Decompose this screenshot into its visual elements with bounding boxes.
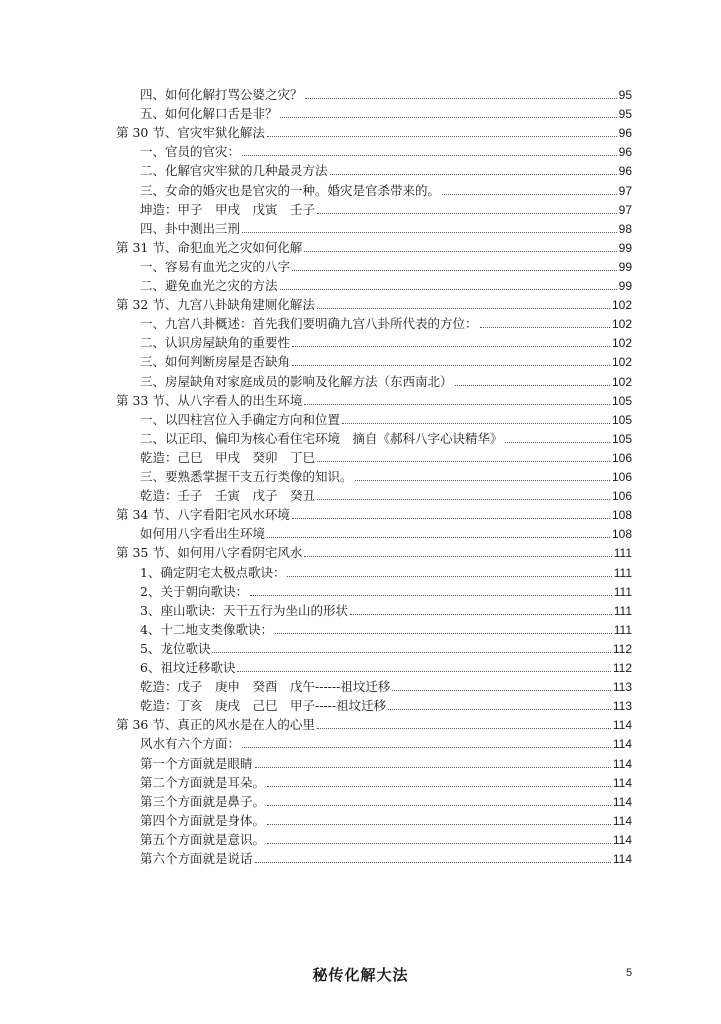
toc-dot-leader bbox=[342, 422, 610, 424]
toc-entry-title: 第 31 节、命犯血光之灾如何化解 bbox=[116, 239, 303, 255]
toc-entry-title: 第五个方面就是意识。 bbox=[140, 831, 266, 847]
toc-entry-title: 5、龙位歌诀 bbox=[140, 640, 211, 656]
toc-entry-page: 99 bbox=[618, 259, 632, 274]
toc-subentry[interactable] bbox=[140, 829, 632, 847]
toc-section-entry[interactable] bbox=[116, 390, 632, 408]
toc-entry-page: 111 bbox=[613, 565, 632, 580]
toc-entry-page: 95 bbox=[618, 107, 632, 122]
toc-entry-title: 第四个方面就是身体。 bbox=[140, 812, 266, 828]
toc-subentry[interactable] bbox=[140, 313, 632, 331]
toc-entry-page: 106 bbox=[611, 450, 632, 465]
toc-dot-leader bbox=[267, 842, 611, 844]
toc-subentry[interactable] bbox=[140, 581, 632, 599]
toc-dot-leader bbox=[250, 594, 612, 596]
toc-entry-title: 三、房屋缺角对家庭成员的影响及化解方法（东西南北） bbox=[140, 373, 453, 389]
toc-entry-title: 6、祖坟迁移歌诀 bbox=[140, 660, 236, 675]
toc-entry-page: 96 bbox=[618, 145, 632, 160]
toc-subentry[interactable] bbox=[140, 600, 632, 618]
toc-dot-leader bbox=[292, 517, 610, 519]
toc-dot-leader bbox=[317, 727, 611, 729]
toc-subentry[interactable] bbox=[140, 141, 632, 159]
toc-subentry[interactable] bbox=[140, 332, 632, 350]
toc-entry-title: 一、九宫八卦概述：首先我们要明确九宫八卦所代表的方位： bbox=[140, 316, 478, 332]
toc-entry-page: 111 bbox=[613, 546, 632, 561]
toc-subentry[interactable] bbox=[140, 371, 632, 389]
toc-subentry[interactable] bbox=[140, 466, 632, 484]
toc-entry-title: 如何用八字看出生环境 bbox=[140, 526, 266, 542]
toc-dot-leader bbox=[505, 441, 610, 443]
toc-entry-page: 97 bbox=[618, 202, 632, 217]
toc-entry-page: 112 bbox=[612, 641, 632, 656]
toc-subentry[interactable] bbox=[140, 638, 632, 656]
toc-dot-leader bbox=[212, 651, 610, 653]
toc-dot-leader bbox=[388, 708, 611, 710]
toc-subentry[interactable] bbox=[140, 103, 632, 121]
toc-entry-page: 114 bbox=[612, 718, 632, 733]
toc-dot-leader bbox=[442, 193, 617, 195]
toc-dot-leader bbox=[480, 326, 610, 328]
toc-entry-page: 95 bbox=[618, 88, 632, 102]
toc-dot-leader bbox=[317, 460, 610, 462]
toc-subentry[interactable] bbox=[140, 428, 632, 446]
toc-dot-leader bbox=[330, 173, 617, 175]
footer-book-title: 秘传化解大法 bbox=[312, 966, 409, 984]
toc-entry-title: 坤造：甲子 甲戌 戊寅 壬子 bbox=[140, 201, 316, 217]
toc-entry-title: 三、女命的婚灾也是官灾的一种。婚灾是官杀带来的。 bbox=[140, 182, 441, 198]
toc-entry-page: 114 bbox=[612, 852, 632, 866]
toc-entry-title: 第 30 节、官灾牢狱化解法 bbox=[116, 125, 265, 141]
toc-entry-page: 96 bbox=[618, 126, 632, 141]
toc-dot-leader bbox=[280, 116, 617, 118]
toc-entry-page: 102 bbox=[611, 298, 632, 313]
toc-entry-title: 4、十二地支类像歌诀： bbox=[140, 621, 273, 637]
toc-subentry[interactable] bbox=[140, 84, 632, 102]
toc-entry-page: 106 bbox=[611, 470, 632, 484]
toc-dot-leader bbox=[267, 135, 617, 137]
toc-dot-leader bbox=[292, 364, 610, 366]
toc-entry-page: 102 bbox=[611, 317, 632, 332]
toc-subentry[interactable] bbox=[140, 619, 632, 637]
toc-dot-leader bbox=[267, 536, 610, 538]
toc-section-entry[interactable] bbox=[116, 714, 632, 732]
toc-subentry[interactable] bbox=[140, 657, 632, 675]
toc-subentry[interactable] bbox=[140, 733, 632, 751]
toc-entry-title: 3、座山歌诀：天干五行为坐山的形状 bbox=[140, 602, 348, 618]
toc-entry-title: 乾造：壬子 壬寅 戊子 癸丑 bbox=[140, 488, 316, 504]
toc-entry-page: 114 bbox=[612, 756, 632, 771]
toc-section-entry[interactable] bbox=[116, 122, 632, 140]
toc-subentry[interactable] bbox=[140, 256, 632, 274]
toc-dot-leader bbox=[242, 154, 617, 156]
toc-entry-title: 第 35 节、如何用八字看阴宅风水 bbox=[116, 545, 303, 561]
toc-entry-page: 99 bbox=[618, 240, 632, 255]
toc-subentry[interactable] bbox=[140, 523, 632, 541]
toc-dot-leader bbox=[242, 231, 617, 233]
toc-section-entry[interactable] bbox=[116, 294, 632, 312]
toc-dot-leader bbox=[255, 766, 611, 768]
toc-entry-page: 113 bbox=[612, 680, 632, 695]
toc-entry-title: 二、化解官灾牢狱的几种最灵方法 bbox=[140, 163, 328, 179]
toc-subentry[interactable] bbox=[140, 485, 632, 503]
toc-subentry[interactable] bbox=[140, 351, 632, 369]
toc-entry-page: 98 bbox=[618, 221, 632, 236]
toc-entry-title: 乾造：己巳 甲戌 癸卯 丁巳 bbox=[140, 449, 316, 465]
toc-subentry[interactable] bbox=[140, 218, 632, 236]
toc-entry-title: 四、卦中测出三刑 bbox=[140, 220, 241, 236]
toc-dot-leader bbox=[280, 288, 617, 290]
toc-subentry[interactable] bbox=[140, 810, 632, 828]
toc-entry-title: 第二个方面就是耳朵。 bbox=[140, 774, 266, 790]
toc-dot-leader bbox=[317, 307, 610, 309]
toc-entry-title: 第 33 节、从八字看人的出生环境 bbox=[116, 392, 303, 408]
toc-entry-title: 1、确定阴宅太极点歌诀： bbox=[140, 564, 286, 580]
toc-entry-page: 102 bbox=[611, 336, 632, 351]
toc-section-entry[interactable] bbox=[116, 237, 632, 255]
toc-entry-page: 105 bbox=[611, 412, 632, 427]
toc-entry-page: 114 bbox=[612, 737, 632, 752]
toc-entry-title: 一、以四柱宫位入手确定方向和位置 bbox=[140, 411, 341, 427]
toc-dot-leader bbox=[267, 823, 611, 825]
toc-subentry[interactable] bbox=[140, 199, 632, 217]
toc-section-entry[interactable] bbox=[116, 542, 632, 560]
toc-dot-leader bbox=[304, 403, 610, 405]
toc-entry-title: 一、容易有血光之灾的八字 bbox=[140, 258, 291, 274]
toc-entry-title: 第一个方面就是眼睛 bbox=[140, 755, 253, 771]
toc-entry-page: 111 bbox=[613, 603, 632, 618]
toc-entry-page: 106 bbox=[611, 489, 632, 504]
toc-dot-leader bbox=[275, 632, 612, 634]
toc-dot-leader bbox=[237, 670, 610, 672]
toc-dot-leader bbox=[292, 269, 617, 271]
toc-entry-title: 2、关于朝向歌诀： bbox=[140, 583, 248, 599]
toc-section-entry[interactable] bbox=[116, 504, 632, 522]
toc-dot-leader bbox=[305, 97, 617, 99]
toc-entry-title: 第 36 节、真正的风水是在人的心里 bbox=[116, 717, 315, 733]
toc-entry-page: 102 bbox=[611, 374, 632, 389]
toc-entry-title: 第 32 节、九宫八卦缺角建厕化解法 bbox=[116, 297, 315, 313]
toc-entry-page: 96 bbox=[618, 164, 632, 179]
toc-entry-page: 114 bbox=[612, 813, 632, 828]
toc-dot-leader bbox=[304, 555, 611, 557]
toc-entry-page: 114 bbox=[612, 794, 632, 809]
toc-dot-leader bbox=[267, 804, 611, 806]
toc-dot-leader bbox=[355, 479, 610, 481]
toc-entry-title: 五、如何化解口舌是非？ bbox=[140, 106, 278, 122]
toc-dot-leader bbox=[455, 384, 610, 386]
toc-subentry[interactable] bbox=[140, 275, 632, 293]
toc-entry-page: 111 bbox=[613, 622, 632, 637]
toc-entry-title: 四、如何化解打骂公婆之灾？ bbox=[140, 87, 303, 102]
toc-entry-title: 一、官员的官灾： bbox=[140, 144, 241, 160]
toc-entry-page: 99 bbox=[618, 279, 632, 293]
toc-entry-page: 97 bbox=[618, 183, 632, 198]
toc-entry-title: 三、要熟悉掌握干支五行类像的知识。 bbox=[140, 469, 353, 484]
toc-subentry[interactable] bbox=[140, 753, 632, 771]
toc-subentry[interactable] bbox=[140, 180, 632, 198]
toc-dot-leader bbox=[392, 689, 611, 691]
toc-entry-page: 111 bbox=[613, 584, 632, 599]
toc-dot-leader bbox=[255, 861, 611, 863]
toc-entry-title: 乾造：丁亥 庚戌 己巳 甲子-----祖坟迁移 bbox=[140, 698, 387, 714]
toc-entry-page: 114 bbox=[612, 775, 632, 790]
toc-entry-title: 乾造：戊子 庚申 癸酉 戊午------祖坟迁移 bbox=[140, 679, 391, 695]
toc-subentry[interactable] bbox=[140, 772, 632, 790]
toc-subentry[interactable] bbox=[140, 562, 632, 580]
toc-entry-title: 二、认识房屋缺角的重要性 bbox=[140, 335, 291, 351]
toc-dot-leader bbox=[350, 613, 612, 615]
toc-dot-leader bbox=[292, 345, 610, 347]
toc-entry-page: 108 bbox=[611, 508, 632, 523]
toc-subentry[interactable] bbox=[140, 160, 632, 178]
toc-subentry[interactable] bbox=[140, 409, 632, 427]
toc-subentry[interactable] bbox=[140, 848, 632, 866]
toc-entry-page: 112 bbox=[612, 661, 632, 675]
toc-dot-leader bbox=[317, 498, 610, 500]
toc-entry-page: 108 bbox=[611, 527, 632, 542]
toc-subentry[interactable] bbox=[140, 447, 632, 465]
toc-dot-leader bbox=[287, 575, 611, 577]
toc-entry-title: 第三个方面就是鼻子。 bbox=[140, 793, 266, 809]
toc-entry-page: 105 bbox=[611, 431, 632, 446]
toc-dot-leader bbox=[317, 212, 617, 214]
toc-entry-page: 102 bbox=[611, 355, 632, 370]
toc-dot-leader bbox=[242, 746, 611, 748]
toc-entry-title: 三、如何判断房屋是否缺角 bbox=[140, 354, 291, 370]
toc-entry-title: 风水有六个方面： bbox=[140, 736, 241, 752]
toc-entry-title: 二、避免血光之灾的方法 bbox=[140, 278, 278, 293]
toc-entry-page: 105 bbox=[611, 393, 632, 408]
toc-subentry[interactable] bbox=[140, 676, 632, 694]
toc-dot-leader bbox=[304, 250, 616, 252]
toc-entry-page: 114 bbox=[612, 832, 632, 847]
toc-subentry[interactable] bbox=[140, 791, 632, 809]
toc-subentry[interactable] bbox=[140, 695, 632, 713]
toc-dot-leader bbox=[267, 785, 611, 787]
toc-entry-title: 第 34 节、八字看阳宅风水环境 bbox=[116, 507, 290, 523]
toc-entry-title: 二、以正印、偏印为核心看住宅环境 摘自《郝科八字心诀精华》 bbox=[140, 430, 503, 446]
toc-entry-page: 113 bbox=[612, 699, 632, 714]
toc-entry-title: 第六个方面就是说话 bbox=[140, 851, 253, 866]
page-number: 5 bbox=[626, 967, 633, 979]
